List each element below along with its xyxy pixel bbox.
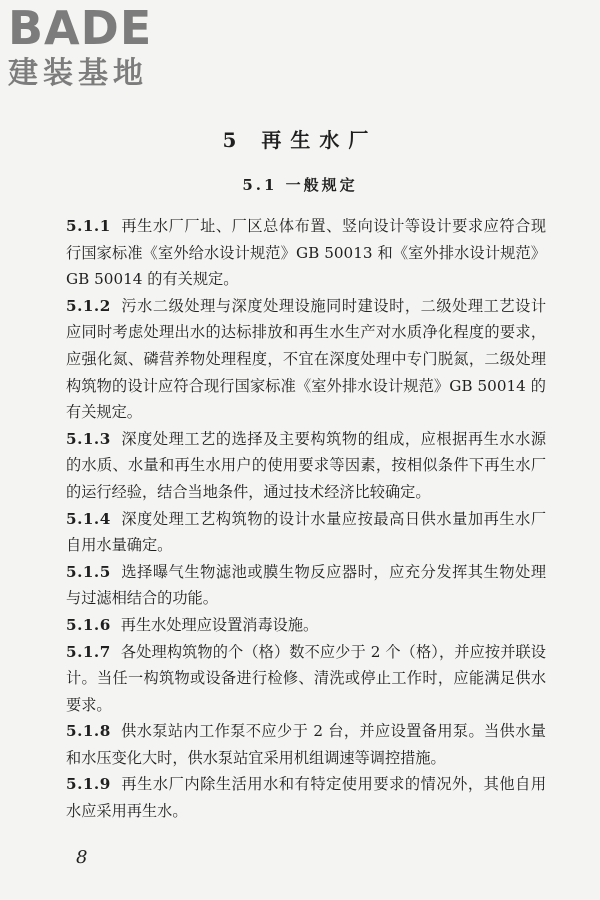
clause-5-1-9 <box>66 771 546 824</box>
bade-logo <box>8 1 188 92</box>
clause-number: 5.1.9 <box>66 775 111 794</box>
clause-number: 5.1.6 <box>66 615 111 634</box>
clause-text: 深度处理工艺的选择及主要构筑物的组成，应根据再生水水源的水质、水量和再生水用户的使用要求等因素，按相似条件下再生水厂的运行经验，结合当地条件，通过技术经济比较确定。 <box>66 429 546 501</box>
clause-5-1-1 <box>66 213 546 293</box>
clause-text: 供水泵站内工作泵不应少于 2 台，并应设置备用泵。当供水量和水压变化大时，供水泵站宜采用机组调速等调控措施。 <box>66 722 546 767</box>
logo-subtitle: 建装基地 <box>8 56 148 91</box>
clause-number: 5.1.4 <box>66 509 111 528</box>
clause-text: 再生水厂厂址、厂区总体布置、竖向设计等设计要求应符合现行国家标准《室外给水设计规范》GB 50013 和《室外排水设计规范》GB 50014 的有关规定。 <box>66 217 546 289</box>
clause-number: 5.1.3 <box>66 429 111 448</box>
chapter-title: 5 再生水厂 <box>222 128 378 152</box>
page-number: 8 <box>76 847 88 868</box>
clause-5-1-5 <box>66 559 546 612</box>
clause-number: 5.1.8 <box>66 722 111 741</box>
clause-text: 再生水厂内除生活用水和有特定使用要求的情况外，其他自用水应采用再生水。 <box>66 775 546 821</box>
clause-text: 污水二级处理与深度处理设施同时建设时，二级处理工艺设计应同时考虑处理出水的达标排放和再生水生产对水质净化程度的要求，应强化氮、磷营养物处理程度，不宜在深度处理中专门脱氮，二级处理构筑物的设计应符合现行国家标准《室外排水设计规范》GB 50014 的有关规定。 <box>66 296 546 422</box>
clause-5-1-2 <box>66 293 546 426</box>
clause-5-1-3 <box>66 426 546 506</box>
clause-number: 5.1.7 <box>66 642 111 661</box>
logo-wordmark: BADE <box>8 1 153 55</box>
clause-list <box>66 213 546 825</box>
clause-number: 5.1.2 <box>66 296 111 315</box>
section-title: 5.1 一般规定 <box>242 176 358 194</box>
clause-text: 各处理构筑物的个（格）数不应少于 2 个（格），并应按并联设计。当任一构筑物或设备进行检修、清洗或停止工作时，应能满足供水要求。 <box>66 642 546 714</box>
clause-5-1-7 <box>66 639 546 719</box>
clause-5-1-6 <box>66 612 546 639</box>
clause-text: 深度处理工艺构筑物的设计水量应按最高日供水量加再生水厂自用水量确定。 <box>66 509 546 555</box>
clause-number: 5.1.1 <box>66 217 111 235</box>
clause-text: 再生水处理应设置消毒设施。 <box>120 615 319 634</box>
clause-5-1-4 <box>66 506 546 559</box>
clause-5-1-8 <box>66 718 546 771</box>
clause-text: 选择曝气生物滤池或膜生物反应器时，应充分发挥其生物处理与过滤相结合的功能。 <box>66 562 546 608</box>
clause-number: 5.1.5 <box>66 562 111 581</box>
